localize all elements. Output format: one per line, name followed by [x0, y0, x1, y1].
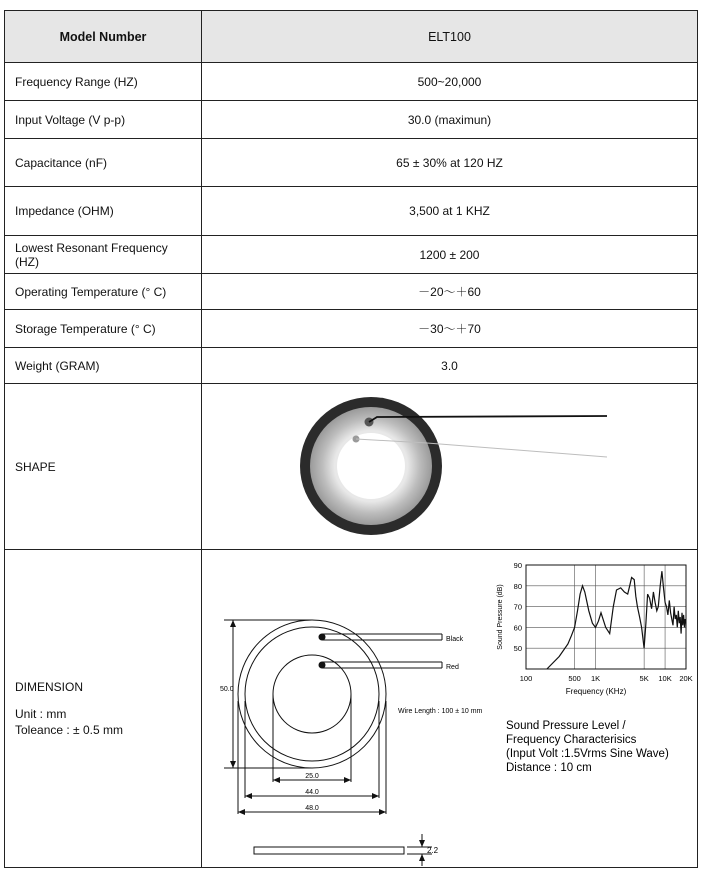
- black-solder-dot: [319, 633, 326, 640]
- black-wire-outline: [322, 634, 442, 640]
- model-number-value: ELT100: [202, 11, 698, 63]
- chart-y-axis-label: Sound Pressure (dB): [497, 583, 504, 650]
- mechanical-drawing: [224, 620, 442, 866]
- tolerance-note: Toleance : ± 0.5 mm: [15, 722, 123, 737]
- chart-x-tick-label: 20K: [679, 673, 693, 683]
- unit-note: Unit : mm: [15, 706, 67, 721]
- spec-label: Operating Temperature (° C): [5, 274, 202, 310]
- chart-y-tick-labels: [514, 561, 522, 653]
- spec-row-weight: [5, 348, 698, 384]
- wire-red-label: Red: [446, 663, 459, 671]
- chart-x-tick-label: 100: [519, 673, 533, 683]
- chart-y-tick-label: 90: [513, 560, 522, 570]
- caption-line-4: Distance : 10 cm: [506, 761, 592, 774]
- side-view-plate: [254, 847, 404, 854]
- spl-chart: [497, 561, 693, 696]
- caption-line-1: Sound Pressure Level /: [506, 719, 626, 732]
- spec-table: [4, 10, 698, 868]
- chart-y-tick-label: 70: [513, 602, 522, 612]
- chart-y-tick-label: 50: [513, 643, 522, 653]
- spec-value: 3.0: [202, 348, 698, 384]
- dimension-row: [5, 550, 698, 868]
- spec-row-storage-temperature: [5, 310, 698, 348]
- dimension-drawing: [202, 551, 698, 867]
- inner-dimension-label: 25.0: [305, 772, 319, 780]
- chart-x-tick-label: 5K: [639, 673, 649, 683]
- spec-row-resonant-frequency: [5, 236, 698, 274]
- spec-value: 1200 ± 200: [202, 236, 698, 274]
- model-number-label: Model Number: [5, 11, 202, 63]
- spec-label: Lowest Resonant Frequency (HZ): [5, 236, 202, 274]
- inner-circle: [273, 655, 351, 733]
- chart-grid: [526, 565, 686, 669]
- dimension-label: DIMENSION: [15, 679, 84, 694]
- outer-circle: [238, 620, 386, 768]
- spec-value: 30.0 (maximun): [202, 101, 698, 139]
- chart-y-tick-label: 60: [513, 622, 522, 632]
- header-row: [5, 11, 698, 63]
- spec-label: Weight (GRAM): [5, 348, 202, 384]
- chart-x-tick-label: 1K: [590, 673, 601, 683]
- dimension-label-cell: [5, 550, 202, 868]
- chart-x-axis-label: Frequency (KHz): [565, 686, 627, 696]
- middle-dimension-label: 44.0: [305, 788, 319, 796]
- shape-illustration: [202, 385, 698, 549]
- spec-row-impedance: [5, 187, 698, 236]
- shape-row: [5, 384, 698, 550]
- spec-row-capacitance: [5, 139, 698, 187]
- spec-value: 65 ± 30% at 120 HZ: [202, 139, 698, 187]
- spec-label: Input Voltage (V p-p): [5, 101, 202, 139]
- wire-black-label: Black: [446, 635, 464, 643]
- arrowheads: [230, 620, 425, 861]
- chart-plot-area: [526, 565, 686, 669]
- spec-value: －20～＋60: [202, 274, 698, 310]
- red-solder-dot: [319, 661, 326, 668]
- spec-label: Frequency Range (HZ): [5, 63, 202, 101]
- spec-row-frequency-range: [5, 63, 698, 101]
- caption-line-2: Frequency Characterisics: [506, 733, 637, 746]
- chart-x-tick-label: 500: [568, 673, 581, 683]
- spec-value: 500~20,000: [202, 63, 698, 101]
- spec-value: －30～＋70: [202, 310, 698, 348]
- dimension-notes: [15, 706, 191, 738]
- spec-row-operating-temperature: [5, 274, 698, 310]
- caption-line-3: (Input Volt :1.5Vrms Sine Wave): [506, 747, 669, 760]
- spec-label: Capacitance (nF): [5, 139, 202, 187]
- chart-caption: [506, 720, 669, 774]
- spec-label: Impedance (OHM): [5, 187, 202, 236]
- chart-x-tick-labels: [520, 674, 693, 683]
- spec-row-input-voltage: [5, 101, 698, 139]
- spec-value: 3,500 at 1 KHZ: [202, 187, 698, 236]
- outer-dimension-label: 48.0: [305, 804, 319, 812]
- spec-label: Storage Temperature (° C): [5, 310, 202, 348]
- chart-y-tick-label: 80: [513, 581, 522, 591]
- shape-cell: [202, 384, 698, 550]
- wire-length-label: Wire Length : 100 ± 10 mm: [398, 707, 483, 715]
- ceramic-center: [337, 433, 405, 499]
- dimension-cell: [202, 550, 698, 868]
- shape-label: SHAPE: [5, 384, 202, 550]
- height-dimension-label: 50.0: [220, 685, 234, 693]
- thickness-label: 2.2: [427, 845, 439, 855]
- chart-x-tick-label: 10K: [658, 673, 672, 683]
- middle-circle: [245, 627, 379, 761]
